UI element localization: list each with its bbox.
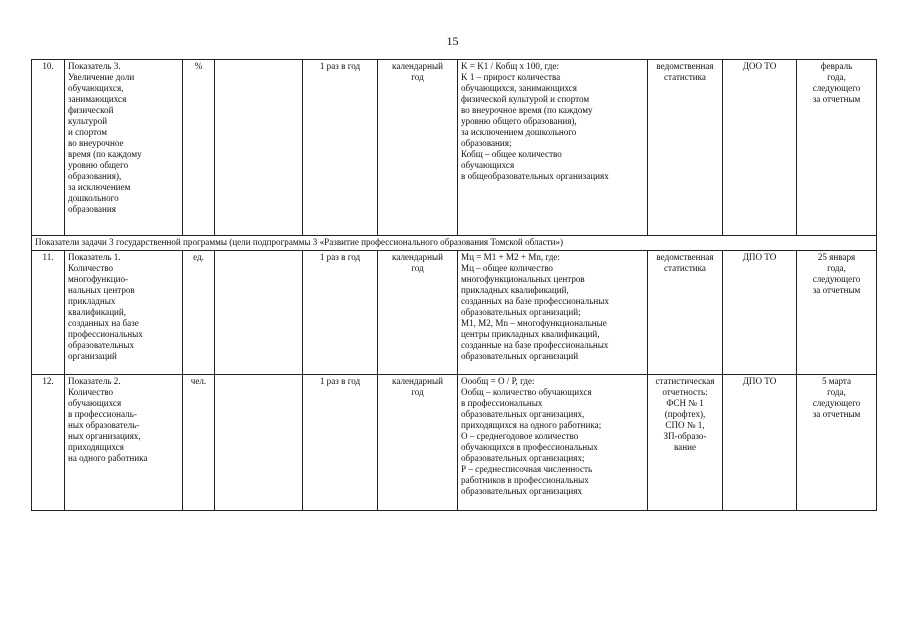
table-row: [32, 375, 877, 511]
source-cell: ведомственная статистика: [648, 251, 723, 375]
table-row: [32, 60, 877, 236]
formula-cell: Оообщ = О / Р, где: Ообщ – количество обучающихся в профессиональных образовательных организациях, приходящихся на одного работника; О – среднегодовое количество обучающихся в профессиональных образовательных организациях; Р – среднесписочная численность работников в профессиональных образовательных организациях: [458, 375, 648, 511]
section-header-row: [32, 236, 877, 251]
deadline-cell: 25 января года, следующего за отчетным: [797, 251, 877, 375]
formula-cell: Мц = М1 + М2 + Мn, где: Мц – общее количество многофункциональных центров прикладных квалификаций, созданных на базе профессиональных образовательных организаций; М1, М2, Мn – многофункциональные центры прикладных квалификаций, созданные на базе профессиональных образовательных организаций: [458, 251, 648, 375]
unit-cell: чел.: [183, 375, 215, 511]
indicator-name: Показатель 3. Увеличение доли обучающихся, занимающихся физической культурой и спортом во внеурочное время (по каждому уровню общего образования), за исключением дошкольного образования: [65, 60, 183, 236]
period-type-cell: календарный год: [378, 60, 458, 236]
responsible-cell: ДПО ТО: [723, 251, 797, 375]
section-header: Показатели задачи 3 государственной программы (цели подпрограммы 3 «Развитие профессионального образования Томской области»): [32, 236, 877, 251]
empty-cell: [215, 60, 303, 236]
unit-cell: %: [183, 60, 215, 236]
deadline-cell: 5 марта года, следующего за отчетным: [797, 375, 877, 511]
row-number: 10.: [32, 60, 65, 236]
empty-cell: [215, 375, 303, 511]
frequency-cell: 1 раз в год: [303, 60, 378, 236]
indicator-name: Показатель 1. Количество многофункцио- нальных центров прикладных квалификаций, созданных на базе профессиональных образовательных организаций: [65, 251, 183, 375]
deadline-cell: февраль года, следующего за отчетным: [797, 60, 877, 236]
source-cell: статистическая отчетность: ФСН № 1 (профтех), СПО № 1, ЗП-образо- вание: [648, 375, 723, 511]
period-type-cell: календарный год: [378, 375, 458, 511]
period-type-cell: календарный год: [378, 251, 458, 375]
row-number: 11.: [32, 251, 65, 375]
table-row: [32, 251, 877, 375]
indicator-name: Показатель 2. Количество обучающихся в профессиональ- ных образователь- ных организациях, приходящихся на одного работника: [65, 375, 183, 511]
page-number: 15: [446, 34, 459, 48]
responsible-cell: ДПО ТО: [723, 375, 797, 511]
source-cell: ведомственная статистика: [648, 60, 723, 236]
frequency-cell: 1 раз в год: [303, 375, 378, 511]
responsible-cell: ДОО ТО: [723, 60, 797, 236]
empty-cell: [215, 251, 303, 375]
unit-cell: ед.: [183, 251, 215, 375]
indicators-table: [31, 59, 877, 511]
frequency-cell: 1 раз в год: [303, 251, 378, 375]
formula-cell: K = K1 / Кобщ x 100, где: K 1 – прирост количества обучающихся, занимающихся физической культурой и спортом во внеурочное время (по каждому уровню общего образования), за исключением дошкольного образования; Кобщ – общее количество обучающихся в общеобразовательных организациях: [458, 60, 648, 236]
row-number: 12.: [32, 375, 65, 511]
